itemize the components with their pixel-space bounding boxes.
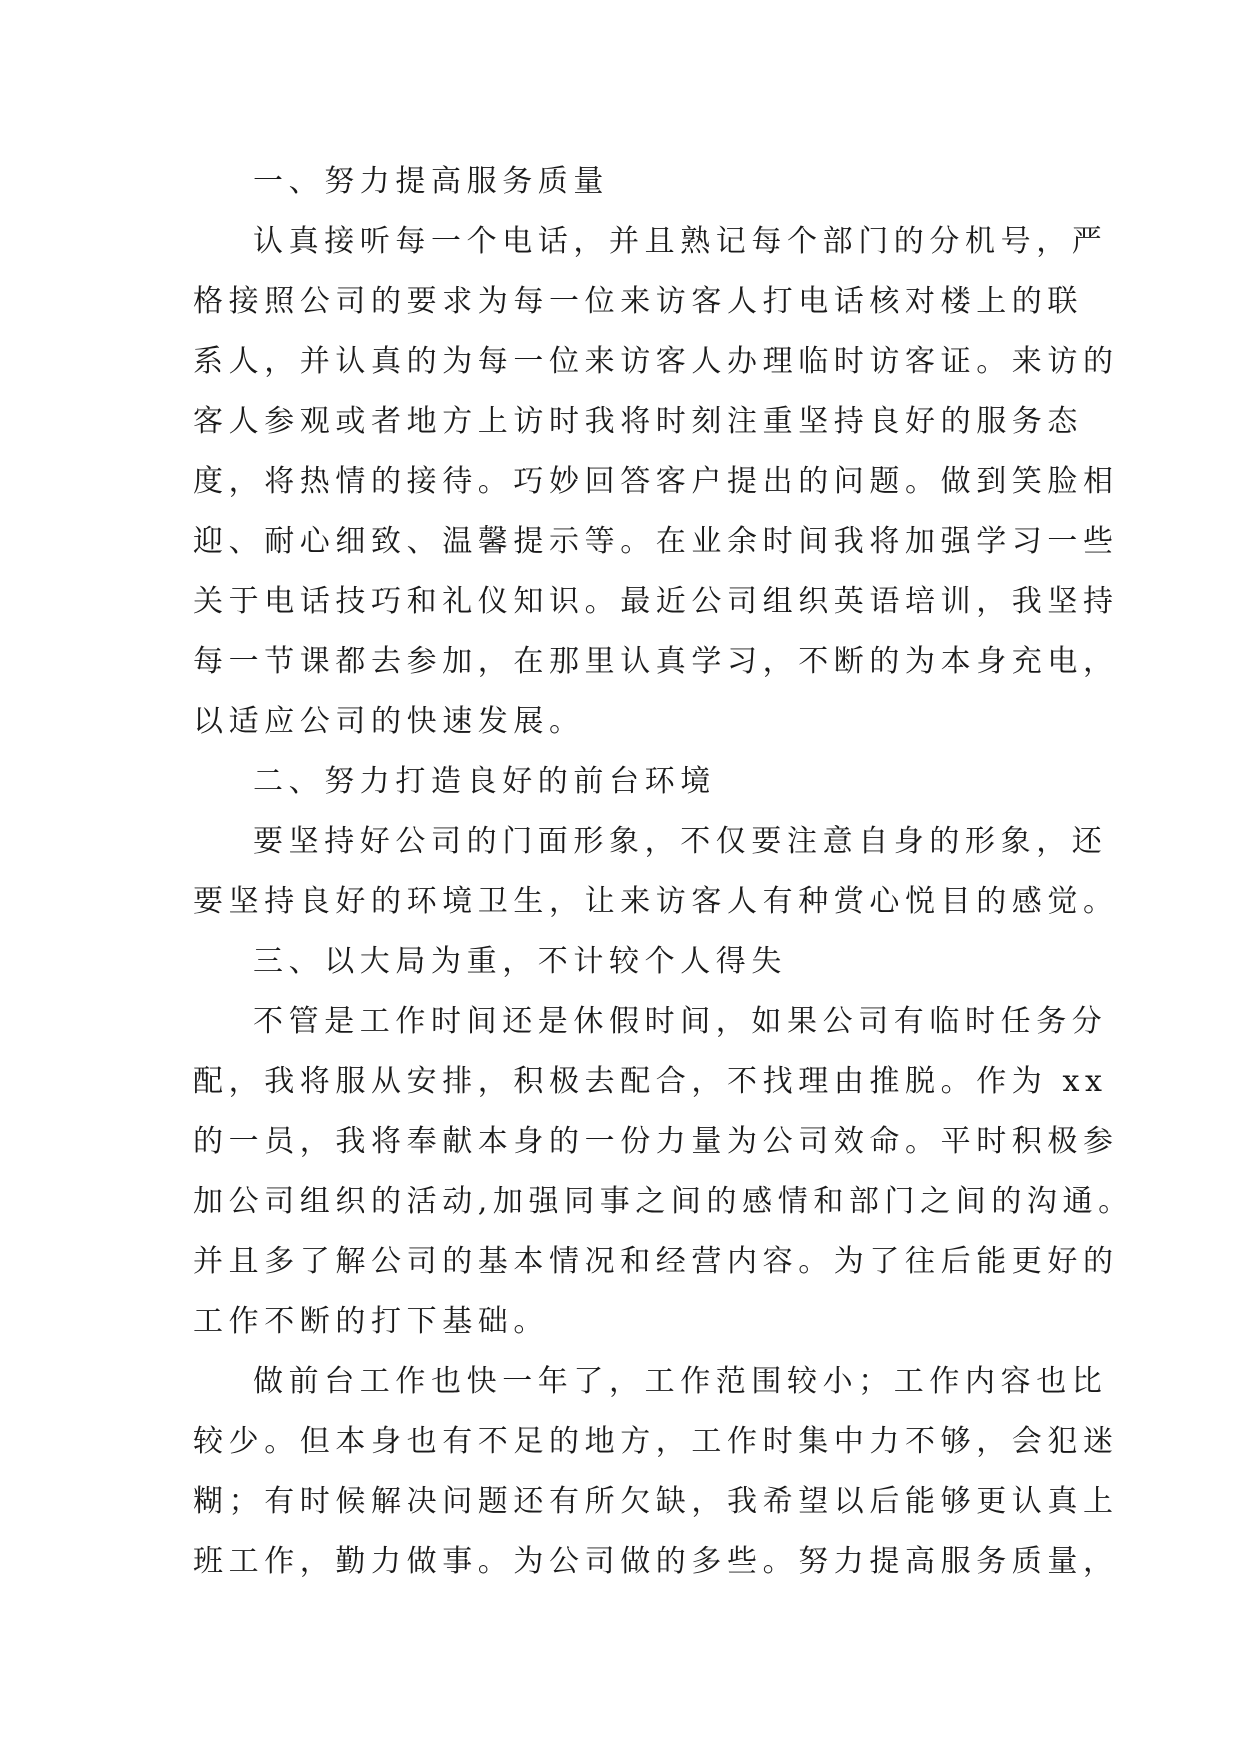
paragraph-line: 糊；有时候解决问题还有所欠缺，我希望以后能够更认真上 — [193, 1484, 1119, 1519]
paragraph-line: 做前台工作也快一年了，工作范围较小；工作内容也比 — [253, 1364, 1108, 1399]
paragraph-line: 关于电话技巧和礼仪知识。最近公司组织英语培训，我坚持 — [193, 584, 1119, 619]
paragraph-line: 较少。但本身也有不足的地方，工作时集中力不够，会犯迷 — [193, 1424, 1119, 1459]
section-heading-1: 一、努力提高服务质量 — [253, 164, 609, 199]
paragraph-line: 要坚持良好的环境卫生，让来访客人有种赏心悦目的感觉。 — [193, 884, 1119, 919]
paragraph-line: 工作不断的打下基础。 — [193, 1304, 549, 1339]
paragraph-line: 配，我将服从安排，积极去配合，不找理由推脱。作为 xx — [193, 1064, 1108, 1099]
paragraph-line: 格接照公司的要求为每一位来访客人打电话核对楼上的联 — [193, 284, 1083, 319]
paragraph-line: 并且多了解公司的基本情况和经营内容。为了往后能更好的 — [193, 1244, 1119, 1279]
paragraph-line: 要坚持好公司的门面形象，不仅要注意自身的形象，还 — [253, 824, 1108, 859]
paragraph-line: 迎、耐心细致、温馨提示等。在业余时间我将加强学习一些 — [193, 524, 1119, 559]
paragraph-line: 认真接听每一个电话，并且熟记每个部门的分机号，严 — [253, 224, 1108, 259]
paragraph-line: 班工作，勤力做事。为公司做的多些。努力提高服务质量， — [193, 1544, 1119, 1579]
paragraph-line: 不管是工作时间还是休假时间，如果公司有临时任务分 — [253, 1004, 1108, 1039]
paragraph-line: 的一员，我将奉献本身的一份力量为公司效命。平时积极参 — [193, 1124, 1119, 1159]
paragraph-line: 客人参观或者地方上访时我将时刻注重坚持良好的服务态 — [193, 404, 1083, 439]
section-heading-2: 二、努力打造良好的前台环境 — [253, 764, 716, 799]
section-heading-3: 三、以大局为重，不计较个人得失 — [253, 944, 787, 979]
paragraph-line: 度，将热情的接待。巧妙回答客户提出的问题。做到笑脸相 — [193, 464, 1119, 499]
paragraph-line: 每一节课都去参加，在那里认真学习，不断的为本身充电， — [193, 644, 1119, 679]
paragraph-line: 系人，并认真的为每一位来访客人办理临时访客证。来访的 — [193, 344, 1119, 379]
paragraph-line: 以适应公司的快速发展。 — [193, 704, 585, 739]
paragraph-line: 加公司组织的活动,加强同事之间的感情和部门之间的沟通。 — [193, 1184, 1134, 1219]
